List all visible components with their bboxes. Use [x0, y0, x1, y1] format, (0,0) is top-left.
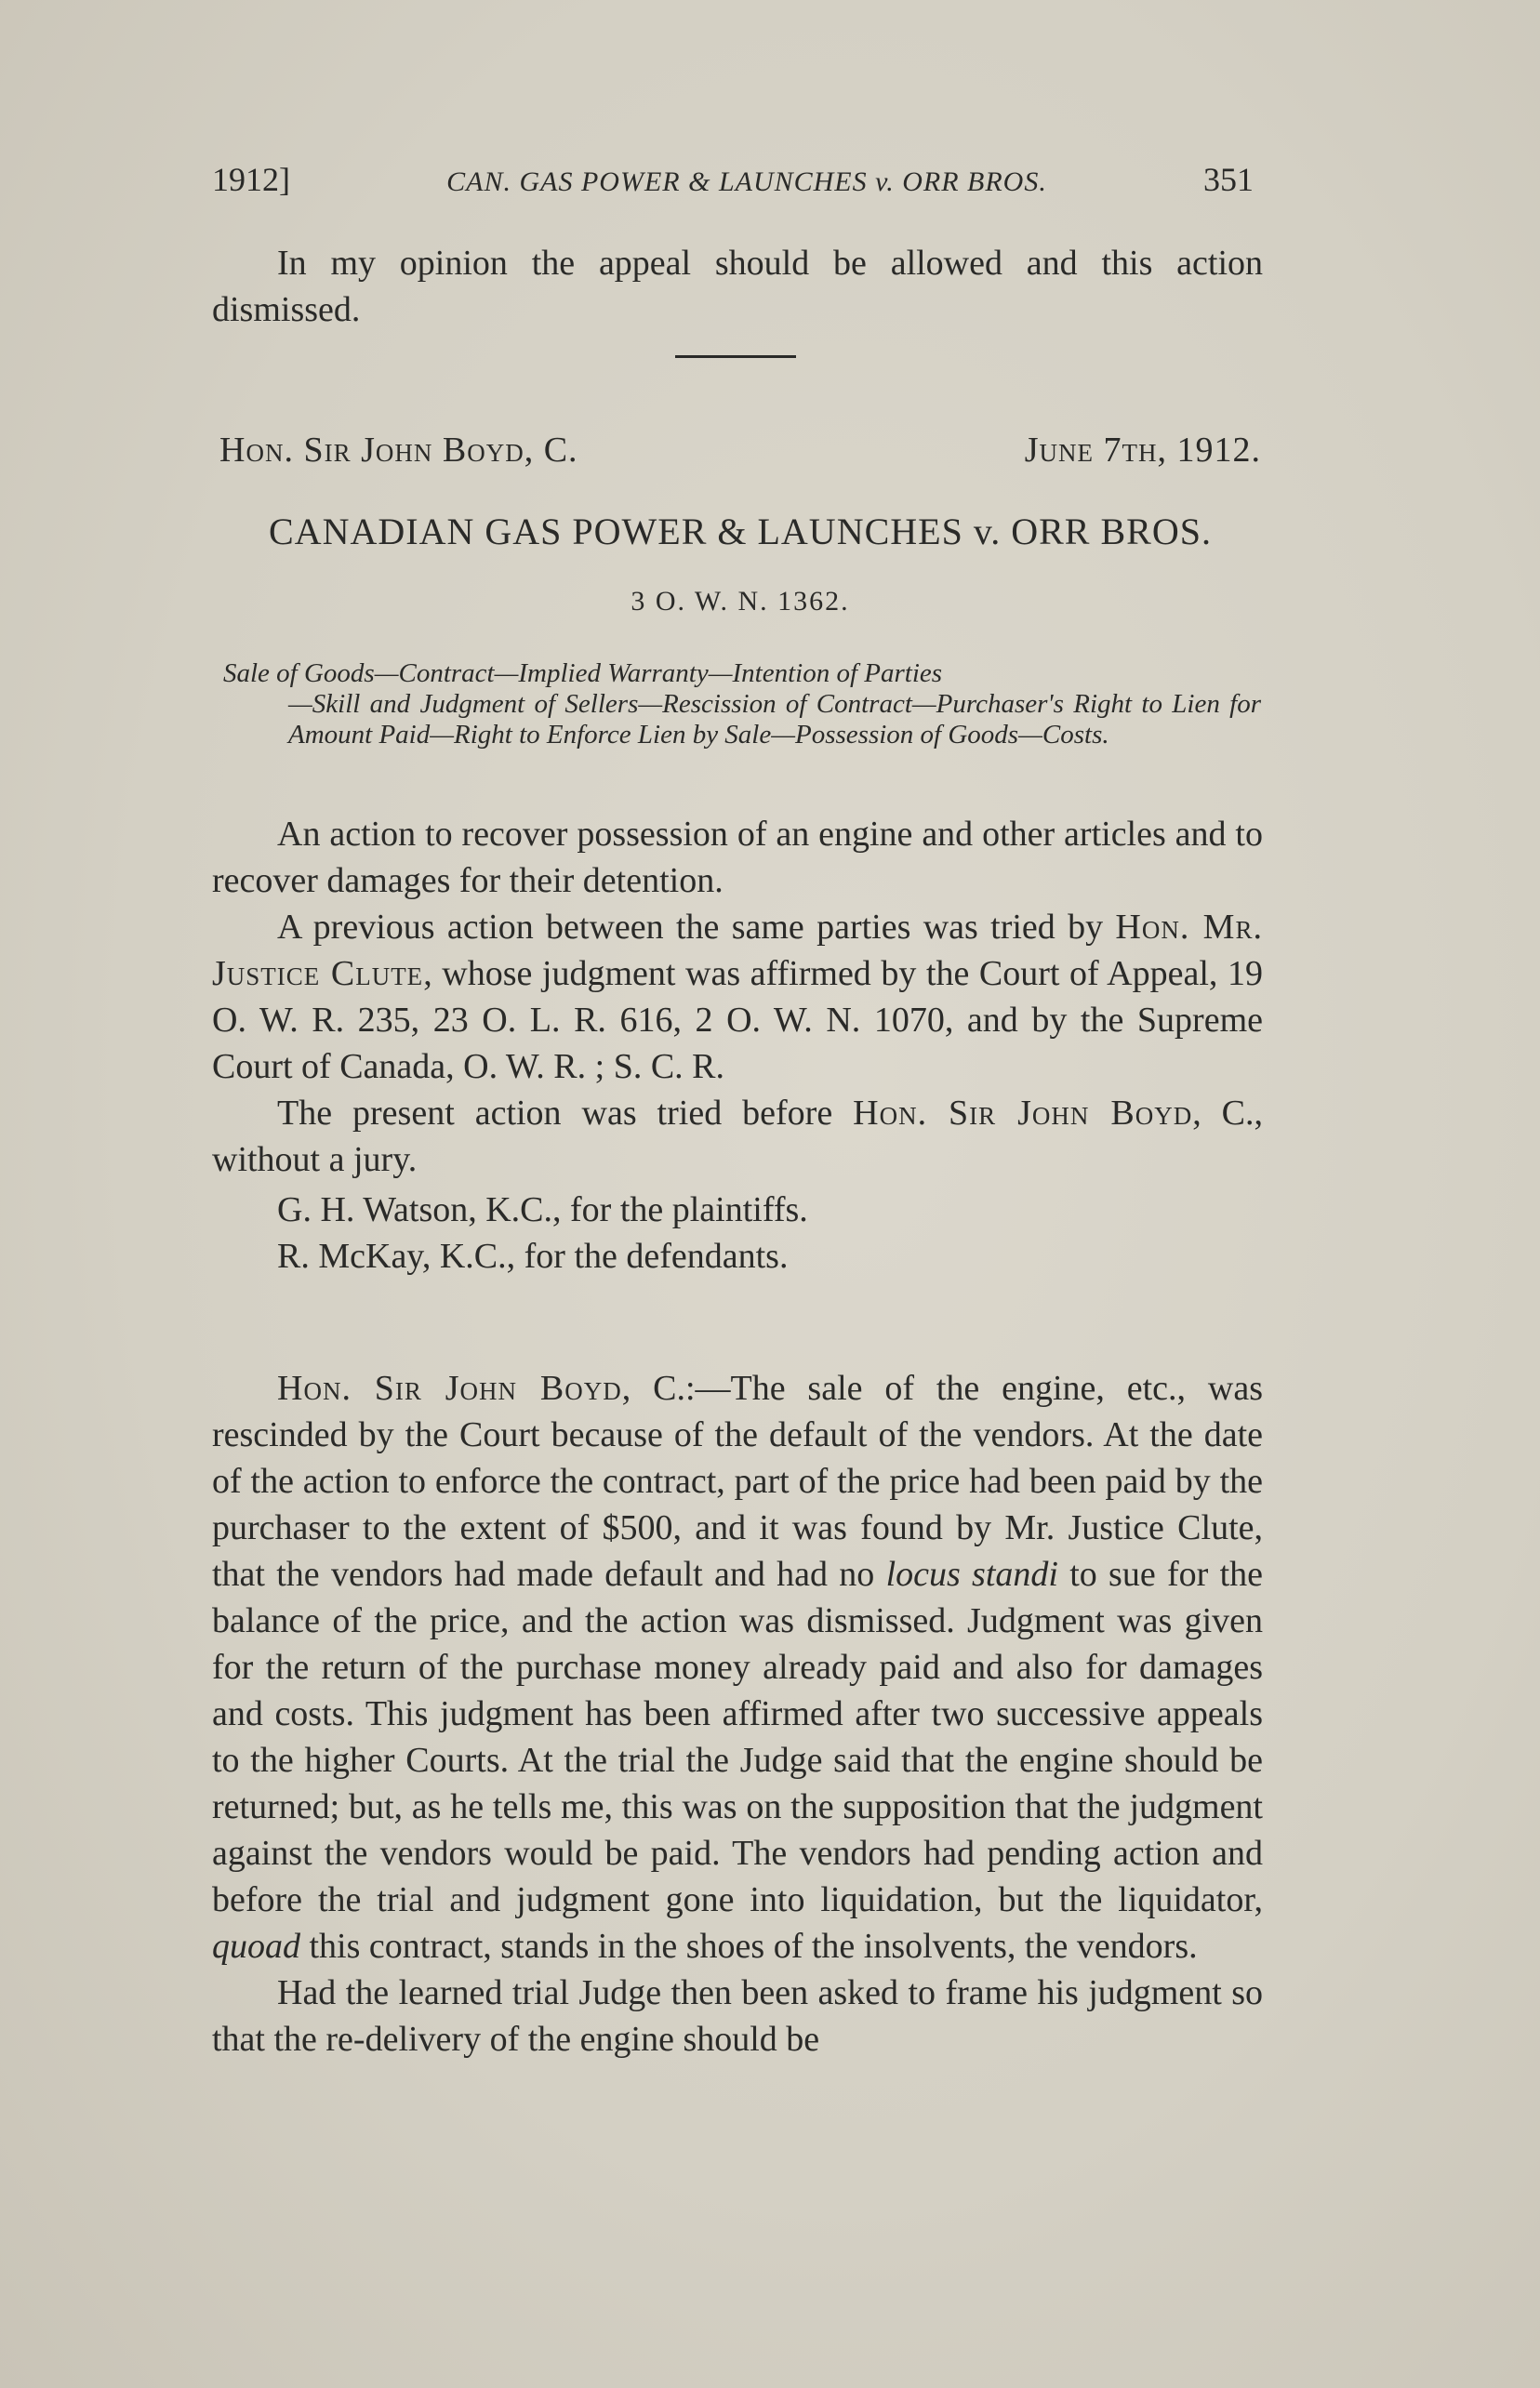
- latin-phrase: locus standi: [885, 1555, 1058, 1594]
- paragraph-action: An action to recover possession of an engine and other articles and to recover damages for their detention.: [212, 815, 1263, 900]
- text-span: to sue for the balance of the price, and the action was dismissed. Judgment was given for the return of the purchase money already paid and also for damages and costs. This judgment has been affirmed after two successive appeals to the higher Courts. At the trial the Judge said that the engine should be returned; but, as he tells me, this was on the supposition that the judgment against the vendors would be paid. The vendors had pending action and before the trial and judgment gone into liquidation, but the liquidator,: [212, 1555, 1263, 1919]
- judge-date-line: [219, 430, 1261, 471]
- text-span: , C., without a jury.: [212, 1094, 1263, 1179]
- running-header: [212, 160, 1254, 199]
- judgment-paragraph: [212, 1365, 1263, 1970]
- judgment-block: [212, 1365, 1263, 2063]
- text-span: A previous action between the same parties was tried by: [277, 908, 1116, 947]
- counsel-plaintiffs: G. H. Watson, K.C., for the plaintiffs.: [277, 1190, 808, 1229]
- case-citation: 3 O. W. N. 1362.: [631, 586, 850, 617]
- paragraph-present-action: [212, 1090, 1263, 1183]
- counsel-defendants: R. McKay, K.C., for the defendants.: [277, 1237, 789, 1276]
- running-title: CAN. GAS POWER & LAUNCHES v. ORR BROS.: [446, 166, 1047, 197]
- opening-paragraph: In my opinion the appeal should be allowed and this action dismissed.: [212, 244, 1263, 329]
- headnote-continuation: —Skill and Judgment of Sellers—Rescission of Contract—Purchaser's Right to Lien for Amount Paid—Right to Enforce Lien by Sale—Possession of Goods—Costs.: [288, 689, 1261, 750]
- latin-phrase: quoad: [212, 1927, 300, 1966]
- text-span: , C.:—The sale of the engine, etc., was rescinded by the Court because of the default of the vendors. At the date of the action to enforce the contract, part of the price had been paid by the purchaser to the extent of $500, and it was found by Mr. Justice Clute, that the vendors had made default and had no: [212, 1369, 1263, 1594]
- text-span: , whose judgment was affirmed by the Court of Appeal, 19 O. W. R. 235, 23 O. L. R. 616, 2 O. W. N. 1070, and by the Supreme Court of Canada, O. W. R. ; S. C. R.: [212, 954, 1263, 1086]
- text-span: this contract, stands in the shoes of the insolvents, the vendors.: [300, 1927, 1198, 1966]
- judge-reference: Hon. Sir John Boyd: [853, 1094, 1193, 1133]
- header-year: 1912]: [212, 161, 290, 198]
- facts-block: [212, 811, 1263, 1280]
- judge-reference: Hon. Mr. Justice Clute: [212, 908, 1263, 993]
- text-span: The present action was tried before: [277, 1094, 854, 1133]
- judge-name: Hon. Sir John Boyd, C.: [219, 431, 578, 470]
- section-divider: [675, 355, 796, 358]
- judgment-date: June 7th, 1912.: [1024, 431, 1261, 470]
- case-title: CANADIAN GAS POWER & LAUNCHES v. ORR BROS.: [269, 511, 1212, 552]
- headnote-first-line: Sale of Goods—Contract—Implied Warranty—Intention of Parties: [223, 658, 943, 688]
- final-paragraph: Had the learned trial Judge then been asked to frame his judgment so that the re-delivery of the engine should be: [212, 1973, 1263, 2059]
- opening-paragraph-block: [212, 240, 1263, 333]
- paragraph-previous-action: [212, 904, 1263, 1090]
- judge-reference: Hon. Sir John Boyd: [277, 1369, 622, 1408]
- page-number: 351: [1203, 161, 1254, 198]
- headnote: [223, 658, 1261, 750]
